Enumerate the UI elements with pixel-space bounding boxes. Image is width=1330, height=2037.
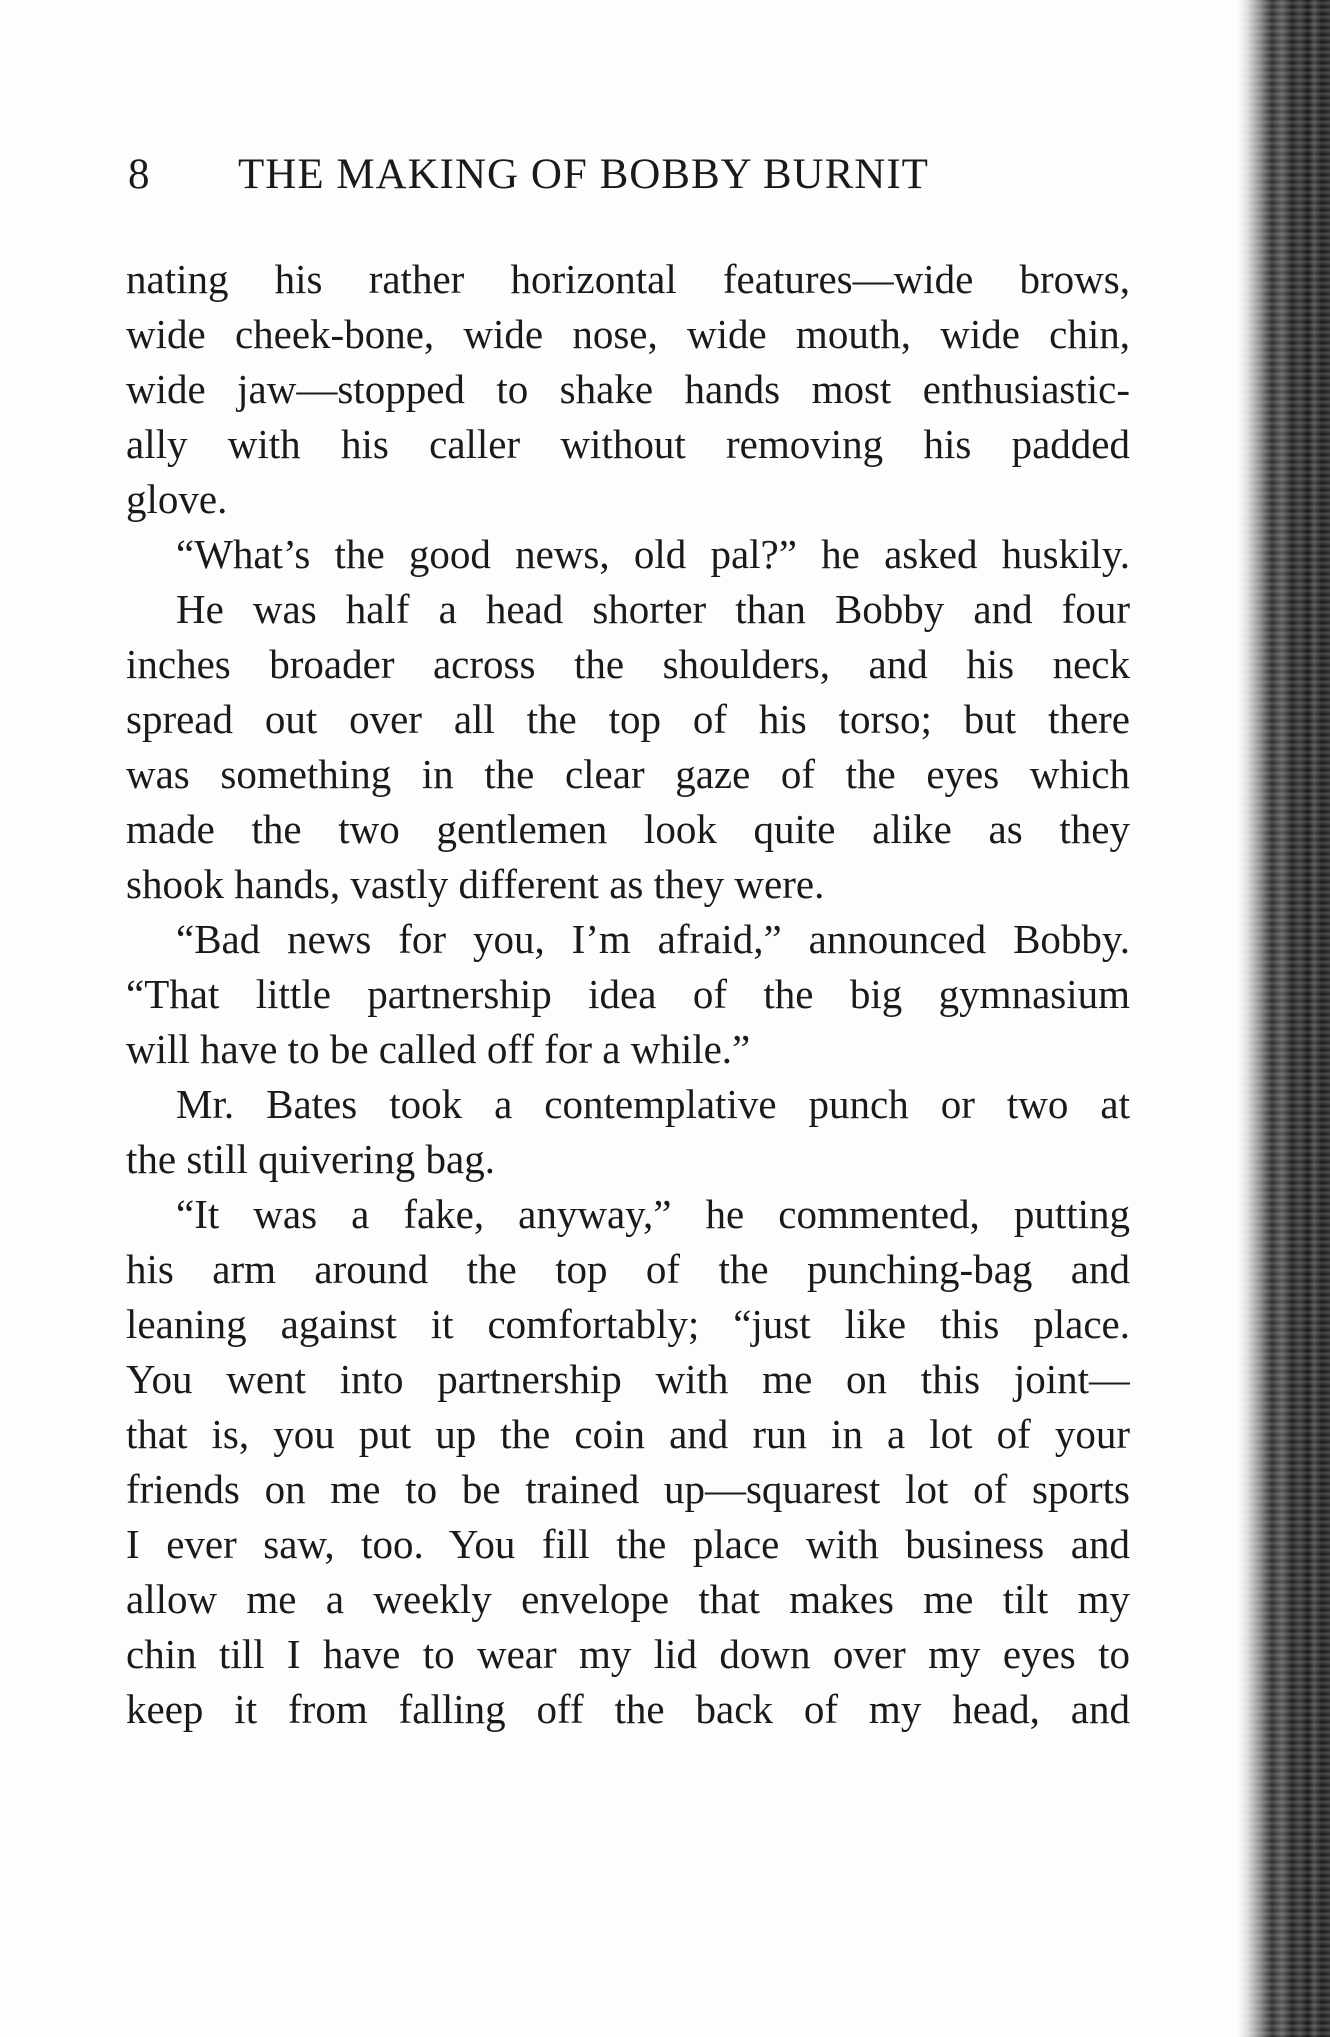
text-line: I ever saw, too. You fill the place with business and xyxy=(126,1521,1130,1567)
running-title: THE MAKING OF BOBBY BURNIT xyxy=(238,151,929,198)
text-line: “What’s the good news, old pal?” he asked huskily. xyxy=(176,531,1130,577)
text-line: He was half a head shorter than Bobby and four xyxy=(176,586,1130,632)
book-binding-edge xyxy=(1238,0,1330,2037)
text-line: wide jaw—stopped to shake hands most enthusiastic- xyxy=(126,366,1130,412)
text-line: shook hands, vastly different as they were. xyxy=(126,861,825,907)
text-line: keep it from falling off the back of my head, and xyxy=(126,1686,1130,1732)
text-line: that is, you put up the coin and run in a lot of your xyxy=(126,1411,1130,1457)
page-number: 8 xyxy=(128,151,151,198)
text-line: made the two gentlemen look quite alike as they xyxy=(126,806,1130,852)
text-line: leaning against it comfortably; “just like this place. xyxy=(126,1301,1130,1347)
text-line: “Bad news for you, I’m afraid,” announced Bobby. xyxy=(176,916,1130,962)
text-line: “It was a fake, anyway,” he commented, putting xyxy=(176,1191,1130,1237)
text-line: wide cheek-bone, wide nose, wide mouth, wide chin, xyxy=(126,311,1130,357)
text-line: will have to be called off for a while.” xyxy=(126,1026,751,1072)
running-header xyxy=(128,150,1128,210)
text-line: spread out over all the top of his torso; but there xyxy=(126,696,1130,742)
text-line: allow me a weekly envelope that makes me tilt my xyxy=(126,1576,1130,1622)
text-line: You went into partnership with me on this joint— xyxy=(126,1356,1130,1402)
text-line: friends on me to be trained up—squarest lot of sports xyxy=(126,1466,1130,1512)
text-line: ally with his caller without removing his padded xyxy=(126,421,1130,467)
text-line: glove. xyxy=(126,476,228,522)
text-line: was something in the clear gaze of the eyes which xyxy=(126,751,1130,797)
text-line: nating his rather horizontal features—wide brows, xyxy=(126,256,1130,302)
text-line: “That little partnership idea of the big gymnasium xyxy=(126,971,1130,1017)
text-line: inches broader across the shoulders, and his neck xyxy=(126,641,1130,687)
body-text xyxy=(126,252,1130,1737)
text-line: chin till I have to wear my lid down over my eyes to xyxy=(126,1631,1130,1677)
text-line: Mr. Bates took a contemplative punch or two at xyxy=(176,1081,1130,1127)
text-line: his arm around the top of the punching-bag and xyxy=(126,1246,1130,1292)
text-line: the still quivering bag. xyxy=(126,1136,495,1182)
